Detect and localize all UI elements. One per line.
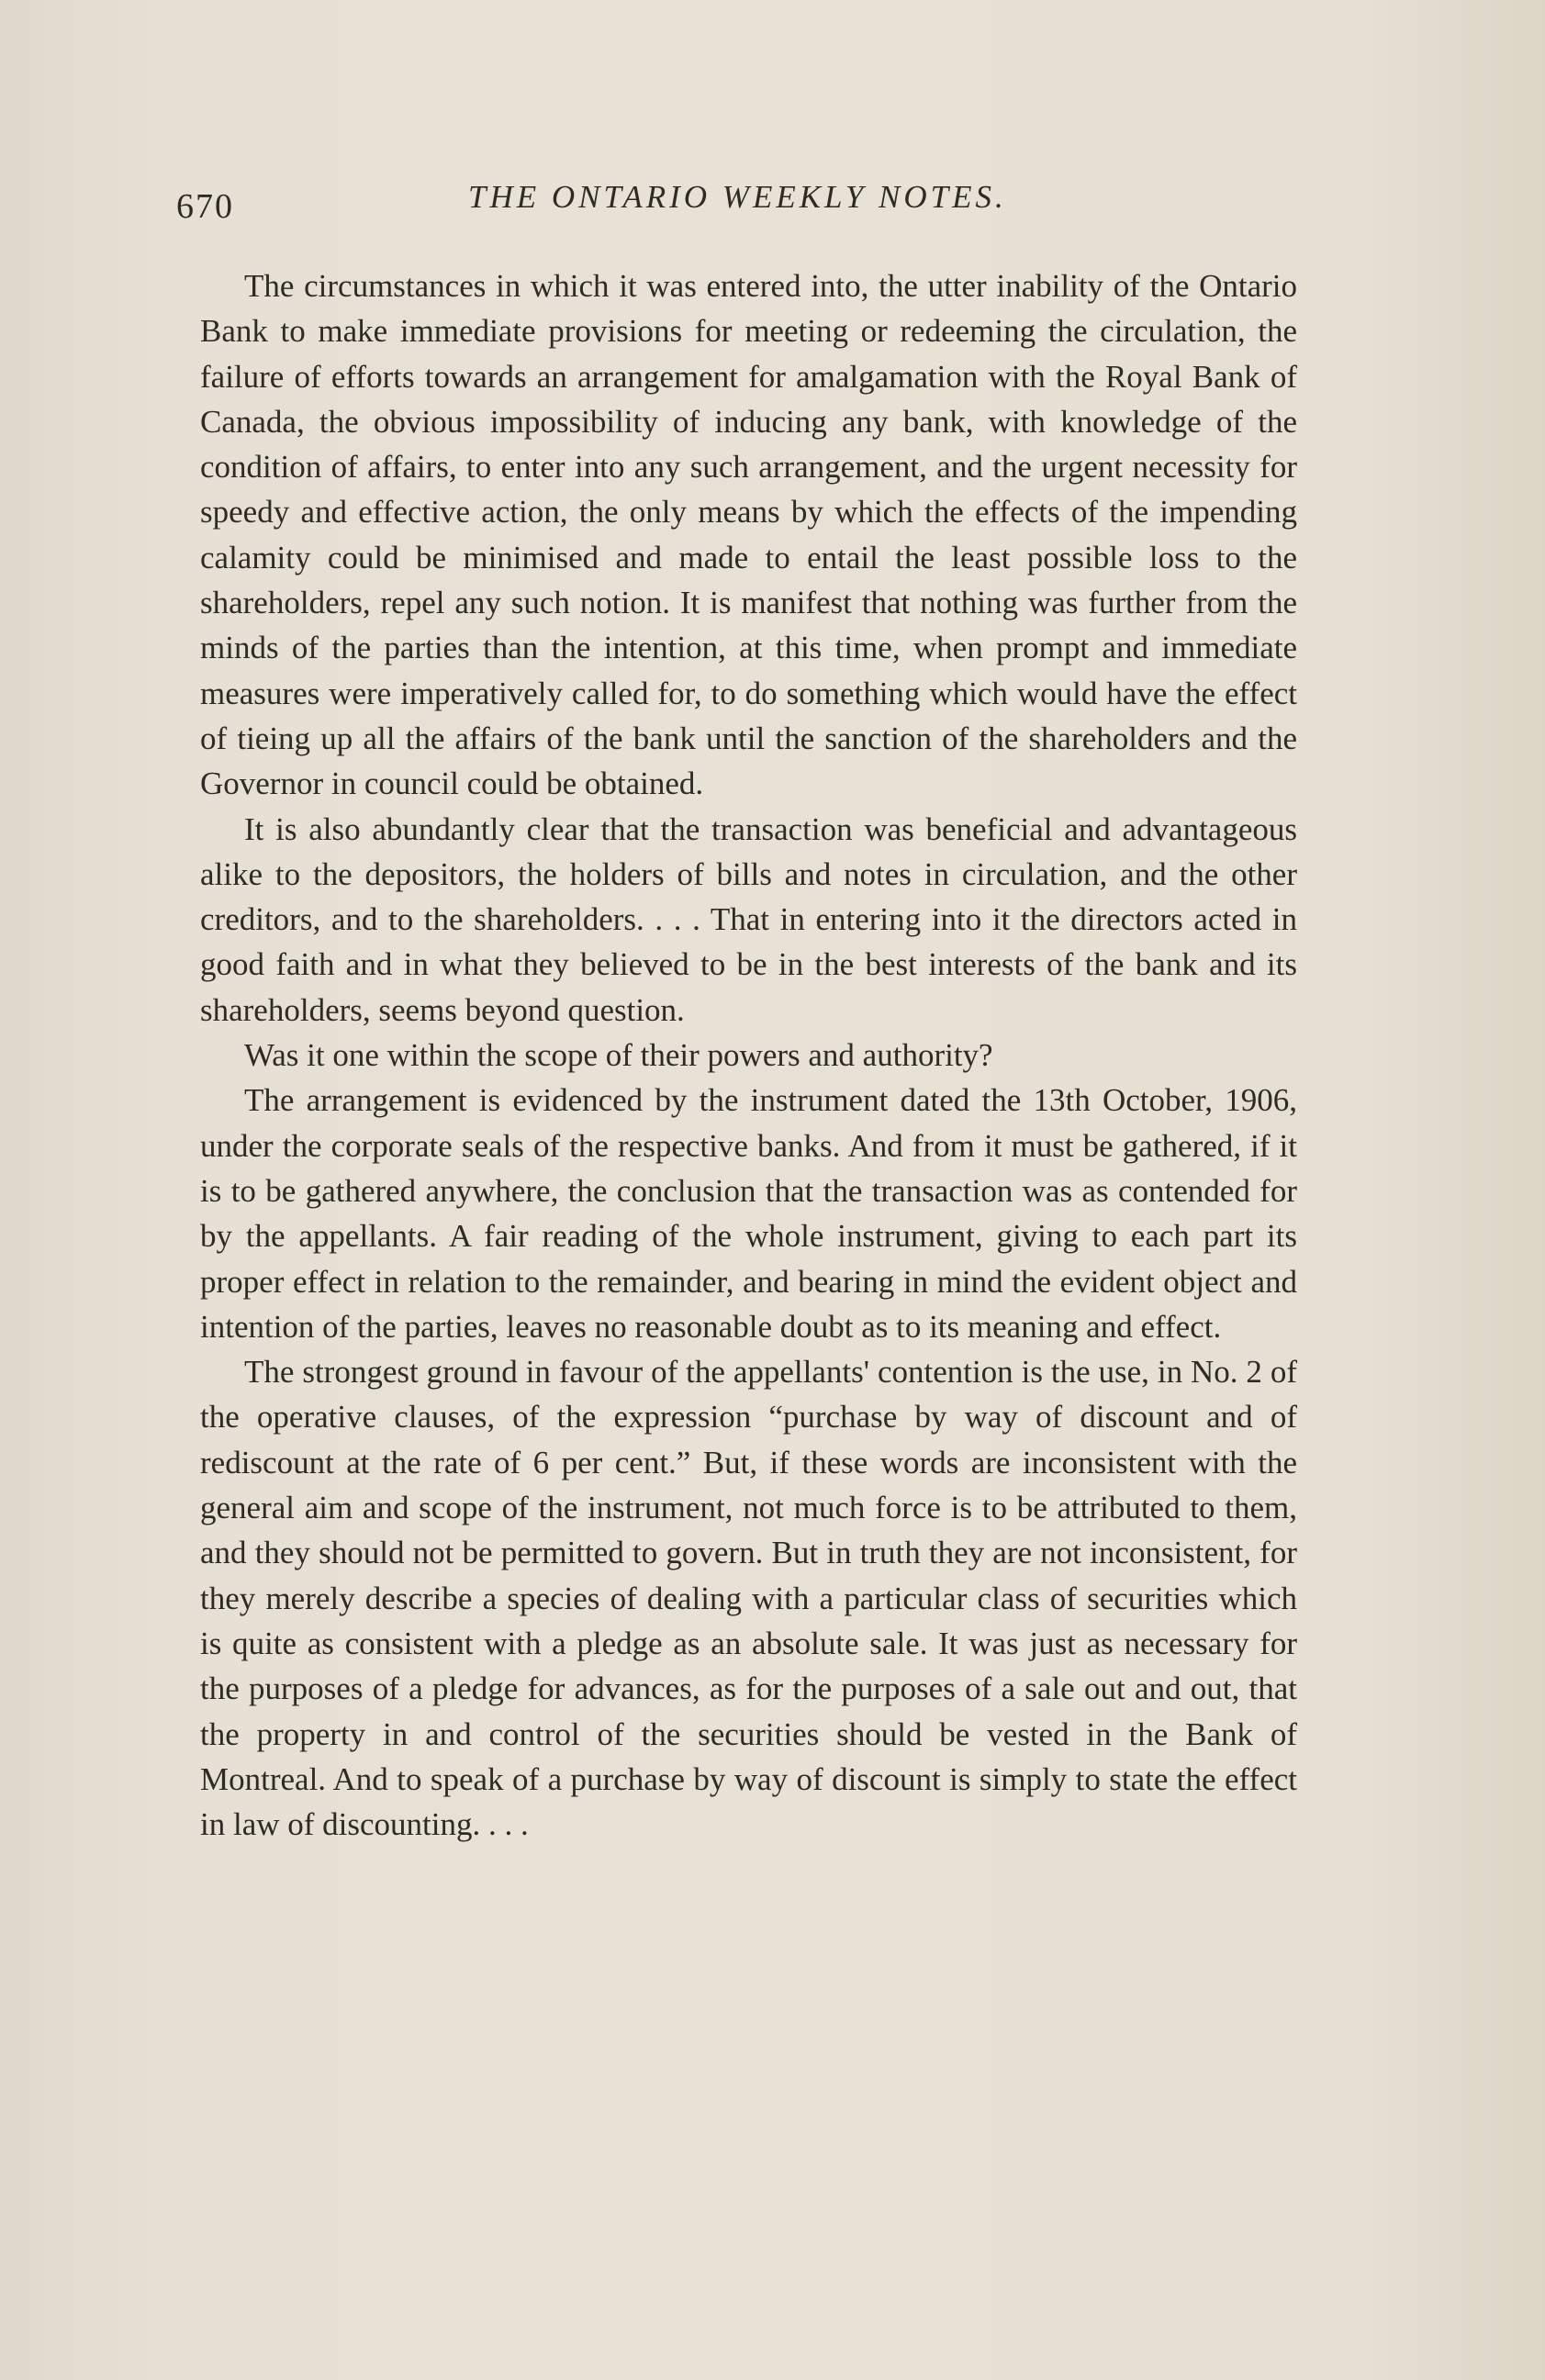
paragraph-beneficial: It is also abundantly clear that the transaction was beneficial and advantageous alike to the depositors, the holders of bills and notes in circulation, and the other creditors, and to the shareholders. . . . That in entering into it the directors acted in good faith and in what they believed to be in the best interests of the bank and its shareholders, seems beyond question.: [200, 810, 1297, 1028]
page-header: [176, 179, 1287, 234]
paragraph-circumstances: The circumstances in which it was entered into, the utter inability of the Ontario Bank to make immediate provisions for meeting or redeeming the circulation, the failure of efforts towards an arrangement for amalgamation with the Royal Bank of Canada, the obvious impossibility of inducing any bank, with knowledge of the condition of affairs, to enter into any such arrangement, and the urgent necessity for speedy and effective action, the only means by which the effects of the impending calamity could be minimised and made to entail the least possible loss to the shareholders, repel any such notion. It is manifest that nothing was further from the minds of the parties than the intention, at this time, when prompt and immediate measures were imperatively called for, to do something which would have the effect of tieing up all the affairs of the bank until the sanction of the shareholders and the Governor in council could be obtained.: [200, 268, 1297, 802]
body-text: [200, 263, 1297, 1847]
page-number: 670: [176, 187, 234, 226]
paragraph-arrangement: The arrangement is evidenced by the instrument dated the 13th October, 1906, under the corporate seals of the respective banks. And from it must be gathered, if it is to be gathered anywhere, the conclusion that the transaction was as contended for by the appellants. A fair reading of the whole instrument, giving to each part its proper effect in relation to the remainder, and bearing in mind the evident object and intention of the parties, leaves no reasonable doubt as to its meaning and effect.: [200, 1082, 1297, 1345]
paragraph-question: Was it one within the scope of their powers and authority?: [244, 1037, 993, 1074]
paragraph-strongest-ground: The strongest ground in favour of the appellants' contention is the use, in No. 2 of the operative clauses, of the expression “purchase by way of discount and of rediscount at the rate of 6 per cent.” But, if these words are inconsistent with the general aim and scope of the instrument, not much force is to be attributed to them, and they should not be permitted to govern. But in truth they are not inconsistent, for they merely describe a species of dealing with a particular class of securities which is quite as consistent with a pledge as an absolute sale. It was just as necessary for the purposes of a pledge for advances, as for the purposes of a sale out and out, that the property in and control of the securities should be vested in the Bank of Montreal. And to speak of a purchase by way of discount is simply to state the effect in law of discounting. . . .: [200, 1354, 1297, 1843]
running-head: THE ONTARIO WEEKLY NOTES.: [468, 179, 1007, 215]
